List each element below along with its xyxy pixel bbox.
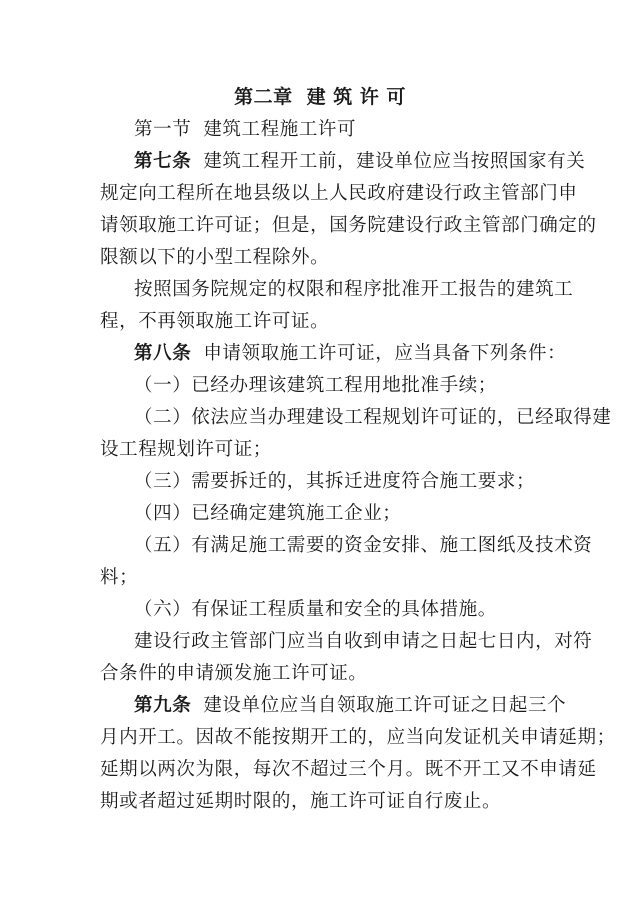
article7-para2-line-1: 按照国务院规定的权限和程序批准开工报告的建筑工 <box>134 279 574 300</box>
article7-line-4: 限额以下的小型工程除外。 <box>100 247 330 268</box>
chapter-name: 建 筑 许 可 <box>306 86 406 108</box>
chapter-number: 第二章 <box>234 86 293 108</box>
article8-label: 第八条 <box>134 343 192 364</box>
chapter-heading <box>0 84 640 110</box>
section-heading <box>134 117 356 143</box>
article7-line-2: 规定向工程所在地县级以上人民政府建设行政主管部门申 <box>100 183 578 204</box>
section-name: 建筑工程施工许可 <box>203 119 357 140</box>
article9-line-2: 月内开工。因故不能按期开工的，应当向发证机关申请延期； <box>100 727 616 748</box>
article7-label: 第七条 <box>134 151 192 172</box>
article8-item-6: （六）有保证工程质量和安全的具体措施。 <box>134 599 497 620</box>
article8-intro: 申请领取施工许可证，应当具备下列条件： <box>203 343 567 364</box>
article8-item-1: （一）已经办理该建筑工程用地批准手续； <box>134 375 497 396</box>
section-number: 第一节 <box>134 119 192 140</box>
article8-item-2-line-2: 设工程规划许可证； <box>100 439 272 460</box>
article7-line-3: 请领取施工许可证；但是，国务院建设行政主管部门确定的 <box>100 215 597 236</box>
article9-line-1 <box>134 693 566 719</box>
article8-item-3: （三）需要拆迁的，其拆迁进度符合施工要求； <box>134 471 536 492</box>
article8-item-4: （四）已经确定建筑施工企业； <box>134 503 402 524</box>
article7-line-1 <box>134 149 585 175</box>
article8-closing-line-1: 建设行政主管部门应当自收到申请之日起七日内，对符 <box>134 631 593 652</box>
article8-item-5-line-2: 料； <box>100 567 139 588</box>
article7-text-1: 建筑工程开工前，建设单位应当按照国家有关 <box>203 151 586 172</box>
article9-line-4: 期或者超过延期时限的，施工许可证自行废止。 <box>100 791 502 812</box>
article9-line-3: 延期以两次为限，每次不超过三个月。既不开工又不申请延 <box>100 759 597 780</box>
article8-item-2-line-1: （二）依法应当办理建设工程规划许可证的，已经取得建 <box>134 407 612 428</box>
article7-para2-line-2: 程，不再领取施工许可证。 <box>100 311 330 332</box>
article9-text-1: 建设单位应当自领取施工许可证之日起三个 <box>203 695 567 716</box>
article8-closing-line-2: 合条件的申请颁发施工许可证。 <box>100 663 368 684</box>
article8-line-1 <box>134 341 566 367</box>
article9-label: 第九条 <box>134 695 192 716</box>
article8-item-5-line-1: （五）有满足施工需要的资金安排、施工图纸及技术资 <box>134 535 593 556</box>
